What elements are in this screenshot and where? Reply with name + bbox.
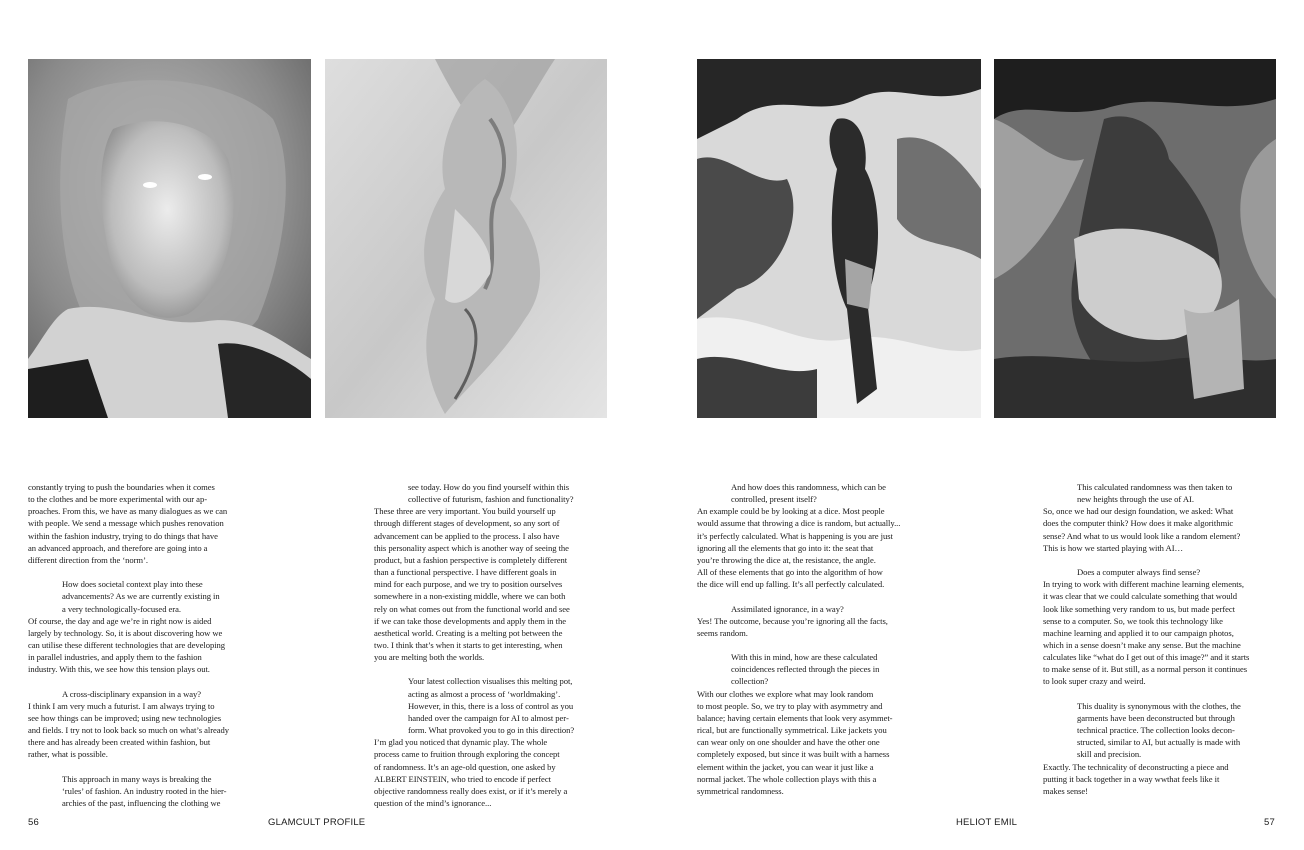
interview-answer-line: with people. We send a message which pushes renovation — [28, 518, 224, 529]
interview-answer-line: in parallel industries, and apply them to the fashion — [28, 652, 202, 663]
image-icon — [994, 59, 1276, 418]
article-column-1 — [28, 481, 262, 809]
interview-answer-line: Of course, the day and age we’re in right now is aided — [28, 615, 212, 626]
interview-answer-line: rical, but are functionally symmetrical. Like jackets you — [697, 725, 887, 736]
interview-answer-line: With our clothes we explore what may look random — [697, 688, 874, 699]
interview-answer-line: This is how we started playing with AI… — [1043, 542, 1184, 553]
interview-answer-line: machine learning and applied it to our campaign photos, — [1043, 627, 1234, 638]
interview-answer-line: largely by technology. So, it is about discovering how we — [28, 627, 223, 638]
interview-answer-line: than a functional perspective. I have different goals in — [374, 567, 557, 578]
paragraph-spacer — [28, 566, 262, 578]
interview-answer-line: ignoring all the elements that go into it: the seat that — [697, 542, 874, 553]
interview-answer-line: you are melting both the worlds. — [374, 652, 485, 663]
photo-draped-figure-hanging — [325, 59, 607, 418]
interview-answer-line: mind for each purpose, and we try to position ourselves — [374, 579, 563, 590]
paragraph-spacer — [1043, 554, 1277, 566]
photo-portrait-sculpted-bust — [28, 59, 311, 418]
interview-question-line: This calculated randomness was then taken to — [1077, 482, 1233, 492]
interview-answer-line: and fields. I try not to look back so much on what’s already — [28, 725, 230, 736]
interview-answer-line: symmetrical randomness. — [697, 785, 784, 796]
interview-answer-line: the dice will end up falling. It’s all perfectly calculated. — [697, 579, 885, 590]
interview-question-line: technical practice. The collection looks decon- — [1077, 725, 1235, 736]
interview-question-line: Does a computer always find sense? — [1077, 567, 1201, 578]
interview-answer-line: ALBERT EINSTEIN, who tried to encode if perfect — [374, 773, 551, 784]
interview-answer-line: which in a sense doesn’t make any sense. But the machine — [1043, 640, 1241, 651]
interview-answer-line: industry. With this, we see how this tension plays out. — [28, 664, 210, 675]
interview-question-line: controlled, present itself? — [731, 494, 817, 505]
interview-answer-line: advancement can be applied to the process. I also have — [374, 530, 560, 541]
interview-answer-line: look like something very random to us, but made perfect — [1043, 603, 1235, 614]
paragraph-spacer — [697, 590, 931, 602]
interview-question-line: This duality is synonymous with the clothes, the — [1077, 700, 1241, 711]
image-icon — [325, 59, 607, 418]
interview-answer-line: it’s perfectly calculated. What is happening is you are just — [697, 530, 893, 541]
interview-question-line: Assimilated ignorance, in a way? — [731, 603, 844, 614]
interview-answer-line: sense to a computer. So, we took this technology like — [1043, 615, 1223, 626]
interview-answer-line: rely on what comes out from the functional world and see — [374, 603, 570, 614]
interview-answer-line: two. I think that’s when it starts to get interesting, when — [374, 640, 563, 651]
interview-answer-line: completely exposed, but since it was built with a harness — [697, 749, 890, 760]
interview-answer-line: you’re throwing the dice at, the resistance, the angle. — [697, 554, 876, 565]
interview-answer-line: process came to fruition through exploring the concept — [374, 749, 560, 760]
interview-question-line: However, in this, there is a loss of control as you — [408, 700, 574, 711]
interview-question-line: coincidences reflected through the pieces in — [731, 664, 880, 675]
interview-answer-line: would assume that throwing a dice is random, but actually... — [697, 518, 901, 529]
interview-question-line: With this in mind, how are these calculated — [731, 652, 878, 663]
interview-answer-line: seems random. — [697, 627, 748, 638]
photo-figure-in-distorted-landscape — [697, 59, 981, 418]
interview-answer-line: to look super crazy and weird. — [1043, 676, 1146, 687]
article-column-2 — [374, 481, 608, 809]
interview-answer-line: to most people. So, we try to play with asymmetry and — [697, 700, 883, 711]
image-icon — [28, 59, 311, 418]
interview-answer-line: does the computer think? How does it make algorithmic — [1043, 518, 1234, 529]
interview-question-line: skill and precision. — [1077, 749, 1142, 760]
paragraph-spacer — [1043, 688, 1277, 700]
interview-question-line: A cross-disciplinary expansion in a way? — [62, 688, 202, 699]
interview-question-line: advancements? As we are currently existing in — [62, 591, 220, 602]
interview-question-line: collection? — [731, 676, 769, 687]
interview-answer-line: proaches. From this, we have as many dialogues as we can — [28, 506, 228, 517]
interview-answer-line: there and has already been created within fashion, but — [28, 737, 211, 748]
interview-answer-line: All of these elements that go into the algorithm of how — [697, 567, 883, 578]
interview-answer-line: rather, what is possible. — [28, 749, 108, 760]
interview-question-line: structed, similar to AI, but actually is made with — [1077, 737, 1241, 748]
interview-answer-line: I’m glad you noticed that dynamic play. The whole — [374, 737, 548, 748]
page-number-left: 56 — [28, 817, 39, 828]
interview-answer-line: sense? And what to us would look like a random element? — [1043, 530, 1241, 541]
paragraph-spacer — [374, 663, 608, 675]
paragraph-spacer — [28, 761, 262, 773]
interview-answer-line: aesthetical world. Creating is a melting pot between the — [374, 627, 563, 638]
interview-answer-line: it was clear that we could calculate something that would — [1043, 591, 1238, 602]
interview-answer-line: calculates like “what do I get out of this image?” and it starts — [1043, 652, 1250, 663]
article-column-4 — [1043, 481, 1277, 797]
interview-answer-line: An example could be by looking at a dice. Most people — [697, 506, 885, 517]
interview-question-line: Your latest collection visualises this melting pot, — [408, 676, 573, 687]
interview-answer-line: So, once we had our design foundation, we asked: What — [1043, 506, 1234, 517]
interview-answer-line: I think I am very much a futurist. I am always trying to — [28, 700, 215, 711]
interview-question-line: archies of the past, influencing the clothing we — [62, 798, 221, 809]
page-number-right: 57 — [1264, 817, 1275, 828]
interview-answer-line: putting it back together in a way wwthat feels like it — [1043, 773, 1220, 784]
interview-answer-line: different direction from the ‘norm’. — [28, 554, 148, 565]
interview-answer-line: constantly trying to push the boundaries when it comes — [28, 482, 215, 492]
interview-question-line: handed over the campaign for AI to almost per- — [408, 712, 569, 723]
interview-answer-line: These three are very important. You build yourself up — [374, 506, 556, 517]
interview-answer-line: question of the mind’s ignorance... — [374, 798, 492, 809]
article-column-3 — [697, 481, 931, 797]
interview-question-line: garments have been deconstructed but through — [1077, 712, 1235, 723]
interview-answer-line: if we can take those developments and apply them in the — [374, 615, 566, 626]
interview-question-line: How does societal context play into these — [62, 579, 203, 590]
interview-answer-line: product, but a fashion perspective is completely different — [374, 554, 568, 565]
interview-answer-line: In trying to work with different machine learning elements, — [1043, 579, 1244, 590]
interview-question-line: a very technologically-focused era. — [62, 603, 181, 614]
interview-answer-line: Exactly. The technicality of deconstructing a piece and — [1043, 761, 1229, 772]
interview-answer-line: to the clothes and be more experimental with our ap- — [28, 494, 208, 505]
interview-question-line: This approach in many ways is breaking the — [62, 773, 212, 784]
interview-answer-line: within the fashion industry, trying to do things that have — [28, 530, 218, 541]
interview-answer-line: makes sense! — [1043, 785, 1088, 796]
interview-answer-line: an advanced approach, and therefore are going into a — [28, 542, 208, 553]
image-icon — [697, 59, 981, 418]
interview-question-line: new heights through the use of AI. — [1077, 494, 1194, 505]
paragraph-spacer — [697, 639, 931, 651]
interview-answer-line: objective randomness really does exist, or if it’s merely a — [374, 785, 568, 796]
interview-answer-line: to make sense of it. But still, as a normal person it continues — [1043, 664, 1248, 675]
interview-question-line: And how does this randomness, which can be — [731, 482, 886, 492]
interview-answer-line: of randomness. It’s an age-old question, one asked by — [374, 761, 556, 772]
interview-question-line: collective of futurism, fashion and functionality? — [408, 494, 574, 505]
interview-answer-line: element within the jacket, you can wear it just like a — [697, 761, 874, 772]
interview-answer-line: somewhere in a non-existing middle, where we can both — [374, 591, 566, 602]
running-head-right: HELIOT EMIL — [956, 817, 1018, 828]
interview-answer-line: balance; having certain elements that look very asymmet- — [697, 712, 893, 723]
interview-question-line: ‘rules’ of fashion. An industry rooted in the hier- — [62, 785, 227, 796]
interview-answer-line: Yes! The outcome, because you’re ignoring all the facts, — [697, 615, 888, 626]
interview-question-line: form. What provoked you to go in this direction? — [408, 725, 575, 736]
interview-answer-line: can utilise these different technologies that are developing — [28, 640, 226, 651]
interview-answer-line: can wear only on one shoulder and have the other one — [697, 737, 880, 748]
interview-answer-line: normal jacket. The whole collection plays with this a — [697, 773, 877, 784]
running-head-left: GLAMCULT PROFILE — [268, 817, 366, 828]
interview-answer-line: see how things can be improved; using new technologies — [28, 712, 222, 723]
interview-answer-line: this personality aspect which is another way of seeing the — [374, 542, 569, 553]
interview-question-line: acting as almost a process of ‘worldmaking’. — [408, 688, 561, 699]
paragraph-spacer — [28, 675, 262, 687]
interview-answer-line: through different stages of development, so any sort of — [374, 518, 560, 529]
photo-figure-carrying-bundle — [994, 59, 1276, 418]
interview-question-line: see today. How do you find yourself within this — [408, 482, 570, 492]
